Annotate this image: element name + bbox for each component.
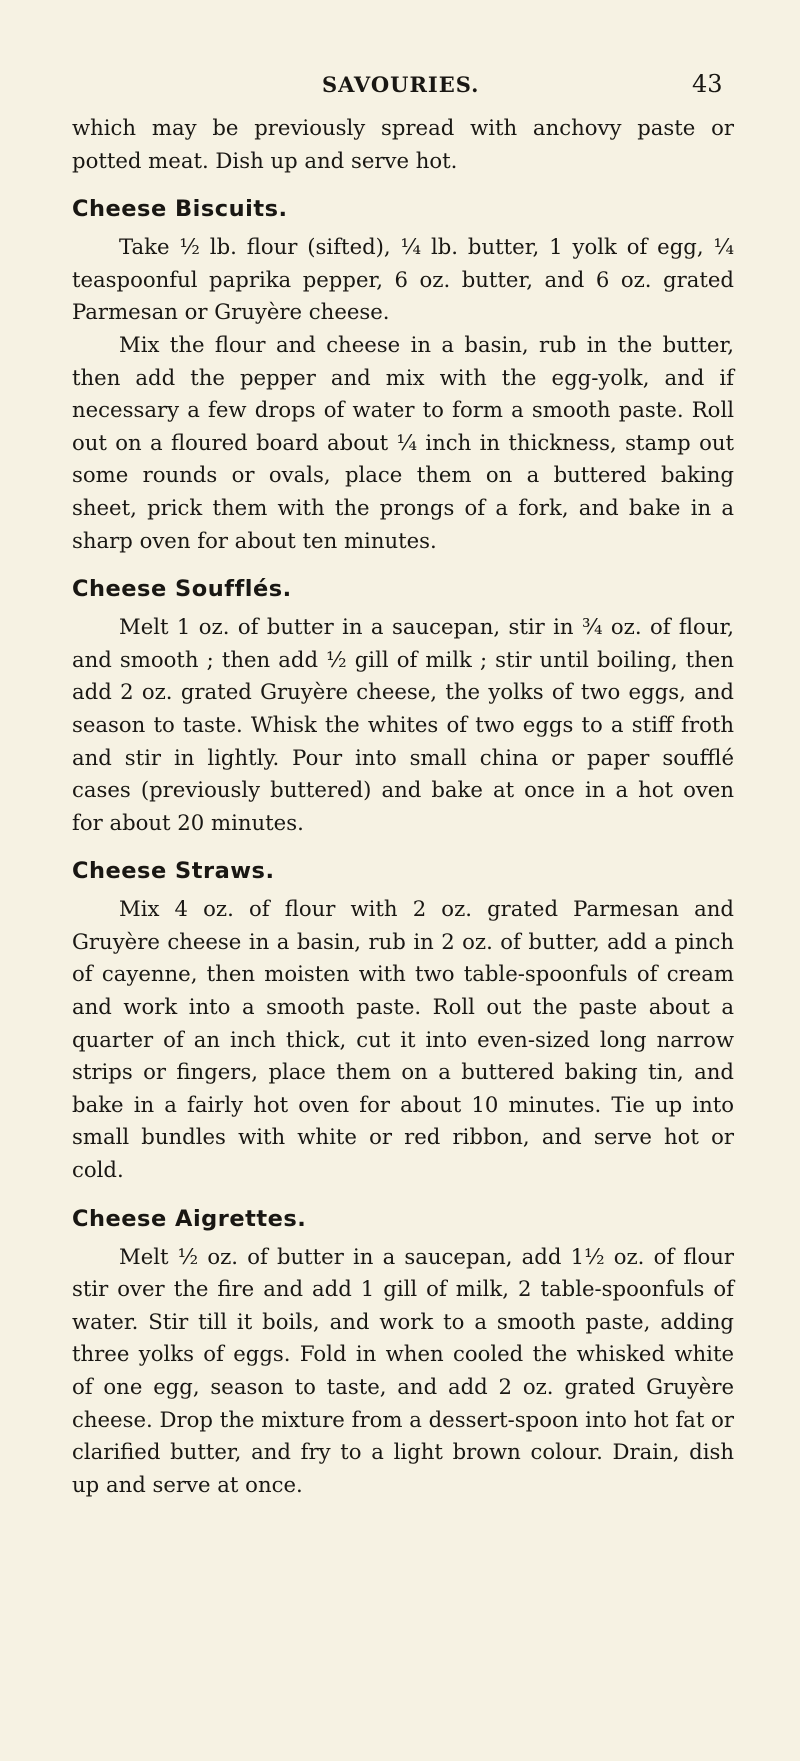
recipe-method: Melt 1 oz. of butter in a saucepan, stir in ¾ oz. of flour, and smooth ; then add ½ gill of milk ; stir until boiling, then add 2 oz. grated Gruyère cheese, the yolks of two eggs, and season to taste. Whisk the whites of two eggs to a stiff froth and stir in lightly. Pour into small china or paper soufflé cases (previously buttered) and bake at once in a hot oven for about 20 minutes. (72, 614, 734, 835)
recipe-cheese-aigrettes (72, 1205, 734, 1502)
continued-paragraph: which may be previously spread with anchovy paste or potted meat. Dish up and serve hot. (72, 115, 734, 173)
recipe-method: Mix the flour and cheese in a basin, rub in the butter, then add the pepper and mix with the egg-yolk, and if necessary a few drops of water to form a smooth paste. Roll out on a floured board about ¼ inch in thickness, stamp out some rounds or ovals, place them on a buttered baking sheet, prick them with the prongs of a fork, and bake in a sharp oven for about ten minutes. (72, 331, 734, 553)
page-number: 43 (692, 70, 723, 98)
recipe-cheese-biscuits (72, 195, 734, 557)
recipe-content (72, 112, 734, 1501)
running-title: SAVOURIES. (322, 72, 480, 97)
recipe-title: Cheese Soufflés. (72, 576, 292, 603)
recipe-title: Cheese Biscuits. (72, 196, 288, 223)
page-header (0, 72, 800, 102)
recipe-cheese-souffles (72, 575, 734, 839)
recipe-title: Cheese Straws. (72, 858, 275, 885)
recipe-method: Mix 4 oz. of flour with 2 oz. grated Parmesan and Gruyère cheese in a basin, rub in 2 oz. of butter, add a pinch of cayenne, then moisten with two table-spoonfuls of cream and work into a smooth paste. Roll out the paste about a quarter of an inch thick, cut it into even-sized long narrow strips or fingers, place them on a buttered baking tin, and bake in a fairly hot oven for about 10 minutes. Tie up into small bundles with white or red ribbon, and serve hot or cold. (72, 896, 734, 1183)
recipe-cheese-straws (72, 857, 734, 1186)
recipe-ingredients: Take ½ lb. flour (sifted), ¼ lb. butter, 1 yolk of egg, ¼ teaspoonful paprika pepper, 6 oz. butter, and 6 oz. grated Parmesan or Gruyère cheese. (72, 234, 734, 325)
recipe-title: Cheese Aigrettes. (72, 1205, 307, 1232)
recipe-method: Melt ½ oz. of butter in a saucepan, add 1½ oz. of flour stir over the fire and add 1 gill of milk, 2 table-spoonfuls of water. Stir till it boils, and work to a smooth paste, adding three yolks of eggs. Fold in when cooled the whisked white of one egg, season to taste, and add 2 oz. grated Gruyère cheese. Drop the mixture from a dessert-spoon into hot fat or clarified butter, and fry to a light brown colour. Drain, dish up and serve at once. (72, 1243, 734, 1497)
